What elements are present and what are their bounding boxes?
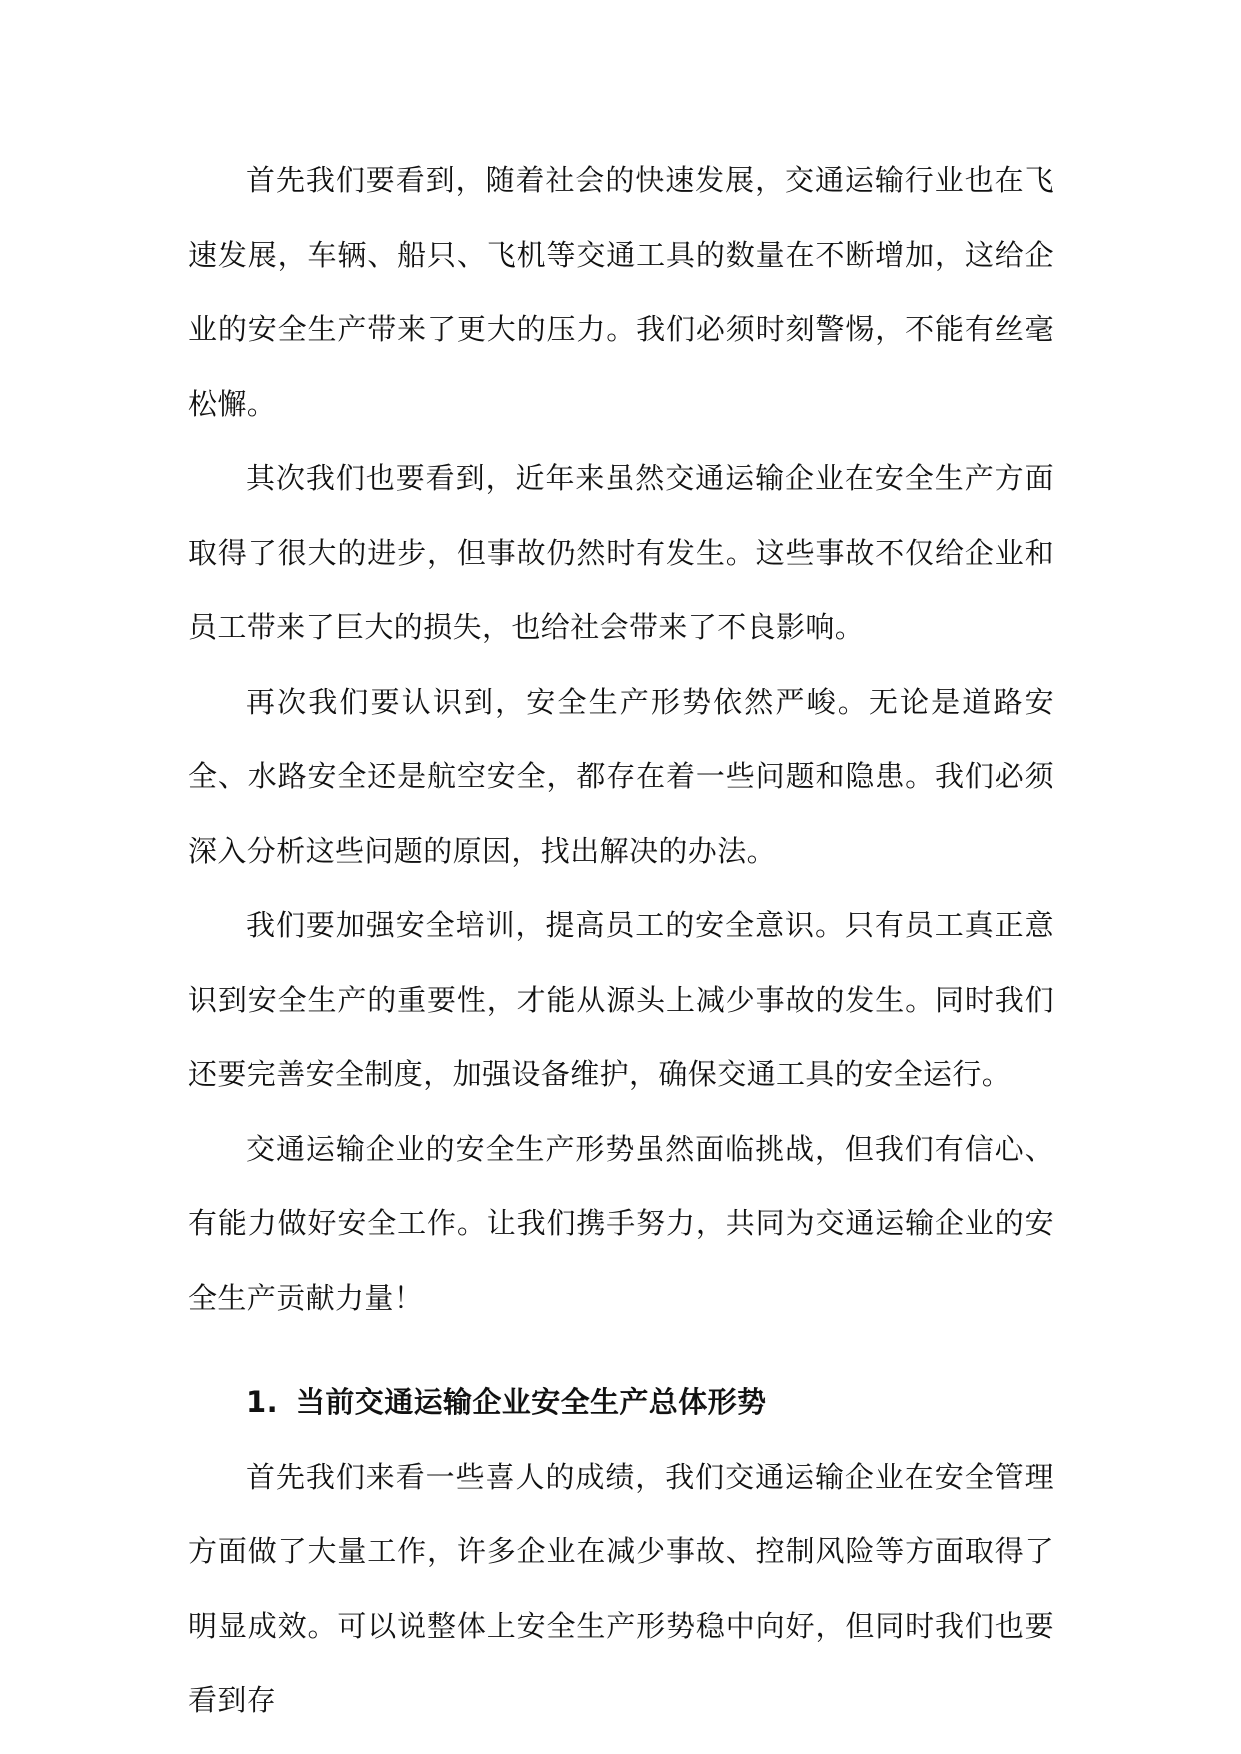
paragraph: 再次我们要认识到，安全生产形势依然严峻。无论是道路安全、水路安全还是航空安全，都存在着一些问题和隐患。我们必须深入分析这些问题的原因，找出解决的办法。	[188, 684, 1054, 868]
paragraph: 其次我们也要看到，近年来虽然交通运输企业在安全生产方面取得了很大的进步，但事故仍然时有发生。这些事故不仅给企业和员工带来了巨大的损失，也给社会带来了不良影响。	[188, 461, 1054, 644]
paragraph: 我们要加强安全培训，提高员工的安全意识。只有员工真正意识到安全生产的重要性，才能从源头上减少事故的发生。同时我们还要完善安全制度，加强设备维护，确保交通工具的安全运行。	[188, 908, 1054, 1091]
section-title: 当前交通运输企业安全生产总体形势	[296, 1385, 767, 1419]
paragraph: 首先我们要看到，随着社会的快速发展，交通运输行业也在飞速发展，车辆、船只、飞机等交通工具的数量在不断增加，这给企业的安全生产带来了更大的压力。我们必须时刻警惕，不能有丝毫松懈。	[188, 163, 1054, 421]
section-spacer	[188, 1335, 1054, 1365]
section-heading	[188, 1365, 1054, 1440]
document-body	[188, 143, 1054, 1738]
section-number: 1.	[246, 1385, 278, 1419]
paragraph: 交通运输企业的安全生产形势虽然面临挑战，但我们有信心、有能力做好安全工作。让我们携手努力，共同为交通运输企业的安全生产贡献力量！	[188, 1131, 1054, 1315]
paragraph: 首先我们来看一些喜人的成绩，我们交通运输企业在安全管理方面做了大量工作，许多企业在减少事故、控制风险等方面取得了明显成效。可以说整体上安全生产形势稳中向好，但同时我们也要看到存	[188, 1459, 1054, 1717]
